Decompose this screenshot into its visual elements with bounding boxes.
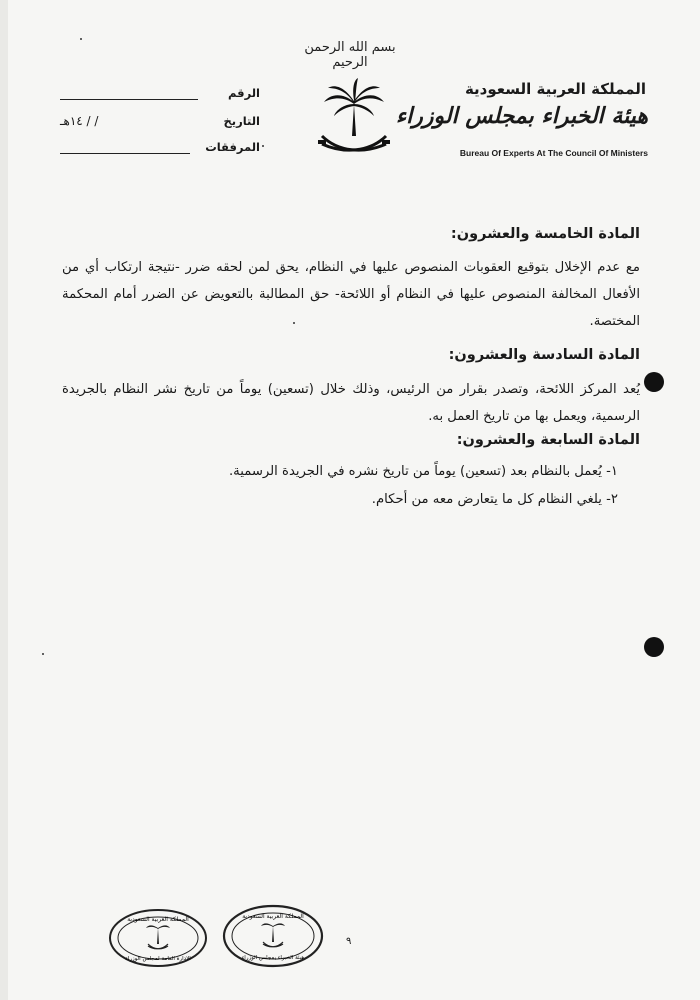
attachments-line — [60, 153, 190, 154]
seal-left-bottom-text: الإدارة العامة لمجلس الوزراء — [125, 956, 191, 962]
date-field — [60, 114, 260, 134]
seal-right-bottom-text: هيئة الخبراء بمجلس الوزراء — [241, 955, 305, 961]
attachments-label: المرفقات — [205, 140, 260, 154]
saudi-emblem-icon — [314, 74, 394, 164]
reference-number-line — [60, 99, 198, 100]
article-26-heading: المادة السادسة والعشرون: — [448, 347, 640, 363]
article-27-item-1: ١- يُعمل بالنظام بعد (تسعين) يوماً من تاريخ نشره في الجريدة الرسمية. — [228, 464, 618, 479]
reference-number-label: الرقم — [228, 86, 260, 100]
org-name-english: Bureau Of Experts At The Council Of Ministers — [459, 148, 648, 158]
punch-hole — [644, 637, 664, 657]
seal-right-top-text: المملكة العربية السعودية — [242, 913, 304, 920]
reference-number-field — [60, 86, 260, 106]
article-26-paragraph: يُعد المركز اللائحة، وتصدر بقرار من الرئيس، وذلك خلال (تسعين) يوماً من تاريخ نشر النظام بالجريدة الرسمية، ويعمل بها من تاريخ العمل به. — [62, 382, 640, 424]
date-label: التاريخ — [223, 114, 260, 128]
article-27-item-2: ٢- يلغي النظام كل ما يتعارض معه من أحكام. — [371, 492, 618, 507]
scan-speck — [42, 653, 44, 655]
stamp-seal-right — [222, 904, 324, 968]
article-25-heading: المادة الخامسة والعشرون: — [450, 226, 640, 242]
scan-speck — [262, 145, 264, 147]
punch-hole — [644, 372, 664, 392]
article-27-heading: المادة السابعة والعشرون: — [456, 432, 640, 448]
attachments-field — [60, 140, 260, 160]
stamp-seal-left — [108, 908, 208, 968]
scan-speck — [80, 38, 82, 40]
bismillah: بسم الله الرحمن الرحيم — [304, 40, 396, 70]
org-name-line2: هيئة الخبراء بمجلس الوزراء — [395, 103, 648, 129]
seal-left-top-text: المملكة العربية السعودية — [127, 916, 189, 923]
scan-speck — [293, 322, 295, 324]
date-value: / / ١٤هـ — [60, 114, 99, 128]
page-edge — [0, 0, 8, 1000]
org-name-line1: المملكة العربية السعودية — [464, 80, 646, 98]
article-25-paragraph: مع عدم الإخلال بتوقيع العقوبات المنصوص عليها في النظام، يحق لمن لحقه ضرر -نتيجة ارتكاب أي من الأفعال المخالفة المنصوص عليها في النظام أو اللائحة- حق المطالبة بالتعويض عن الضرر أمام المحكمة المختصة. — [62, 260, 640, 329]
page-number: ٩ — [346, 936, 352, 947]
